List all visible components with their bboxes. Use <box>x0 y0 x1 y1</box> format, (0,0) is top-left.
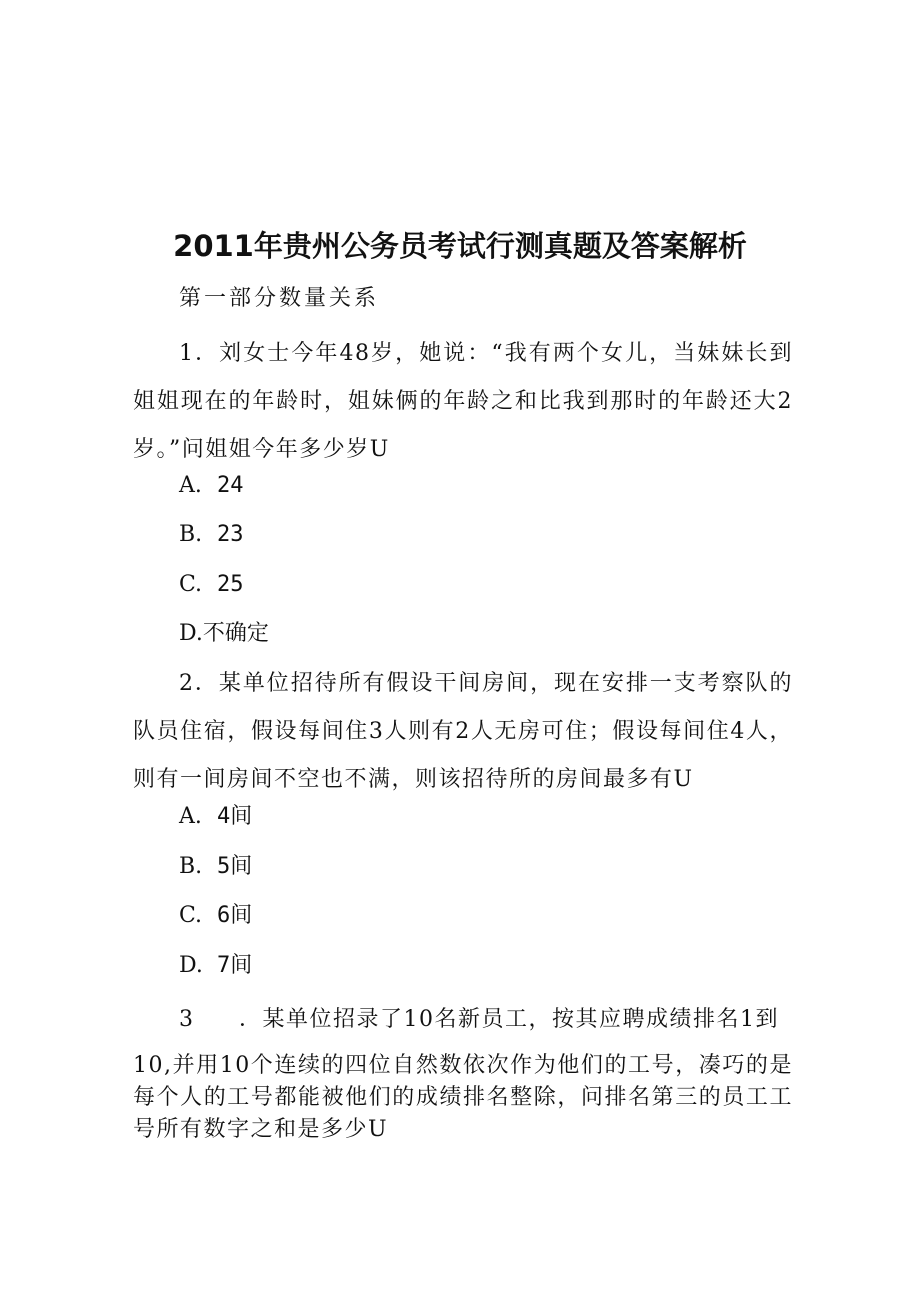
option-value: 23 <box>217 522 244 547</box>
page-title: 2011年贵州公务员考试行测真题及答案解析 <box>173 229 747 263</box>
option-value: 4间 <box>217 804 253 829</box>
question-2-option-a <box>179 801 252 833</box>
section-heading: 第一部分数量关系 <box>179 286 380 311</box>
question-3-first-line <box>179 1004 779 1036</box>
question-3-text: 10,并用10个连续的四位自然数依次作为他们的工号，凑巧的是每个人的工号都能被他们的成绩排名整除，问排名第三的员工工号所有数字之和是多少U <box>133 1053 793 1142</box>
question-1-option-c <box>179 569 244 601</box>
question-1-option-d <box>179 618 269 650</box>
option-value: 5间 <box>217 854 253 879</box>
option-value: 25 <box>217 572 244 597</box>
option-letter: B. <box>179 522 203 547</box>
question-1-text: 1．刘女士今年48岁，她说：“我有两个女儿，当妹妹长到姐姐现在的年龄时，姐妹俩的年龄之和比我到那时的年龄还大2岁。”问姐姐今年多少岁U <box>133 341 793 462</box>
option-letter: C. <box>179 572 203 597</box>
option-value: 不确定 <box>202 621 269 646</box>
option-letter: A. <box>179 473 202 498</box>
option-value: 7间 <box>217 953 253 978</box>
question-2-text: 2．某单位招待所有假设干间房间，现在安排一支考察队的队员住宿，假设每间住3人则有2人无房可住；假设每间住4人，则有一间房间不空也不满，则该招待所的房间最多有U <box>133 671 793 792</box>
option-letter: B. <box>179 854 203 879</box>
question-3-first-line-text: ．某单位招录了10名新员工，按其应聘成绩排名1到 <box>239 1007 779 1032</box>
question-3-number: 3 <box>179 1007 195 1032</box>
option-value: 6间 <box>217 903 253 928</box>
option-letter: D. <box>179 621 203 646</box>
question-1-option-b <box>179 519 244 551</box>
question-1-option-a <box>179 470 244 502</box>
question-2-option-b <box>179 851 252 883</box>
option-letter: C. <box>179 903 203 928</box>
question-2-option-d <box>179 950 252 982</box>
option-value: 24 <box>217 473 244 498</box>
option-letter: D. <box>179 953 203 978</box>
option-letter: A. <box>179 804 202 829</box>
question-2-option-c <box>179 900 252 932</box>
